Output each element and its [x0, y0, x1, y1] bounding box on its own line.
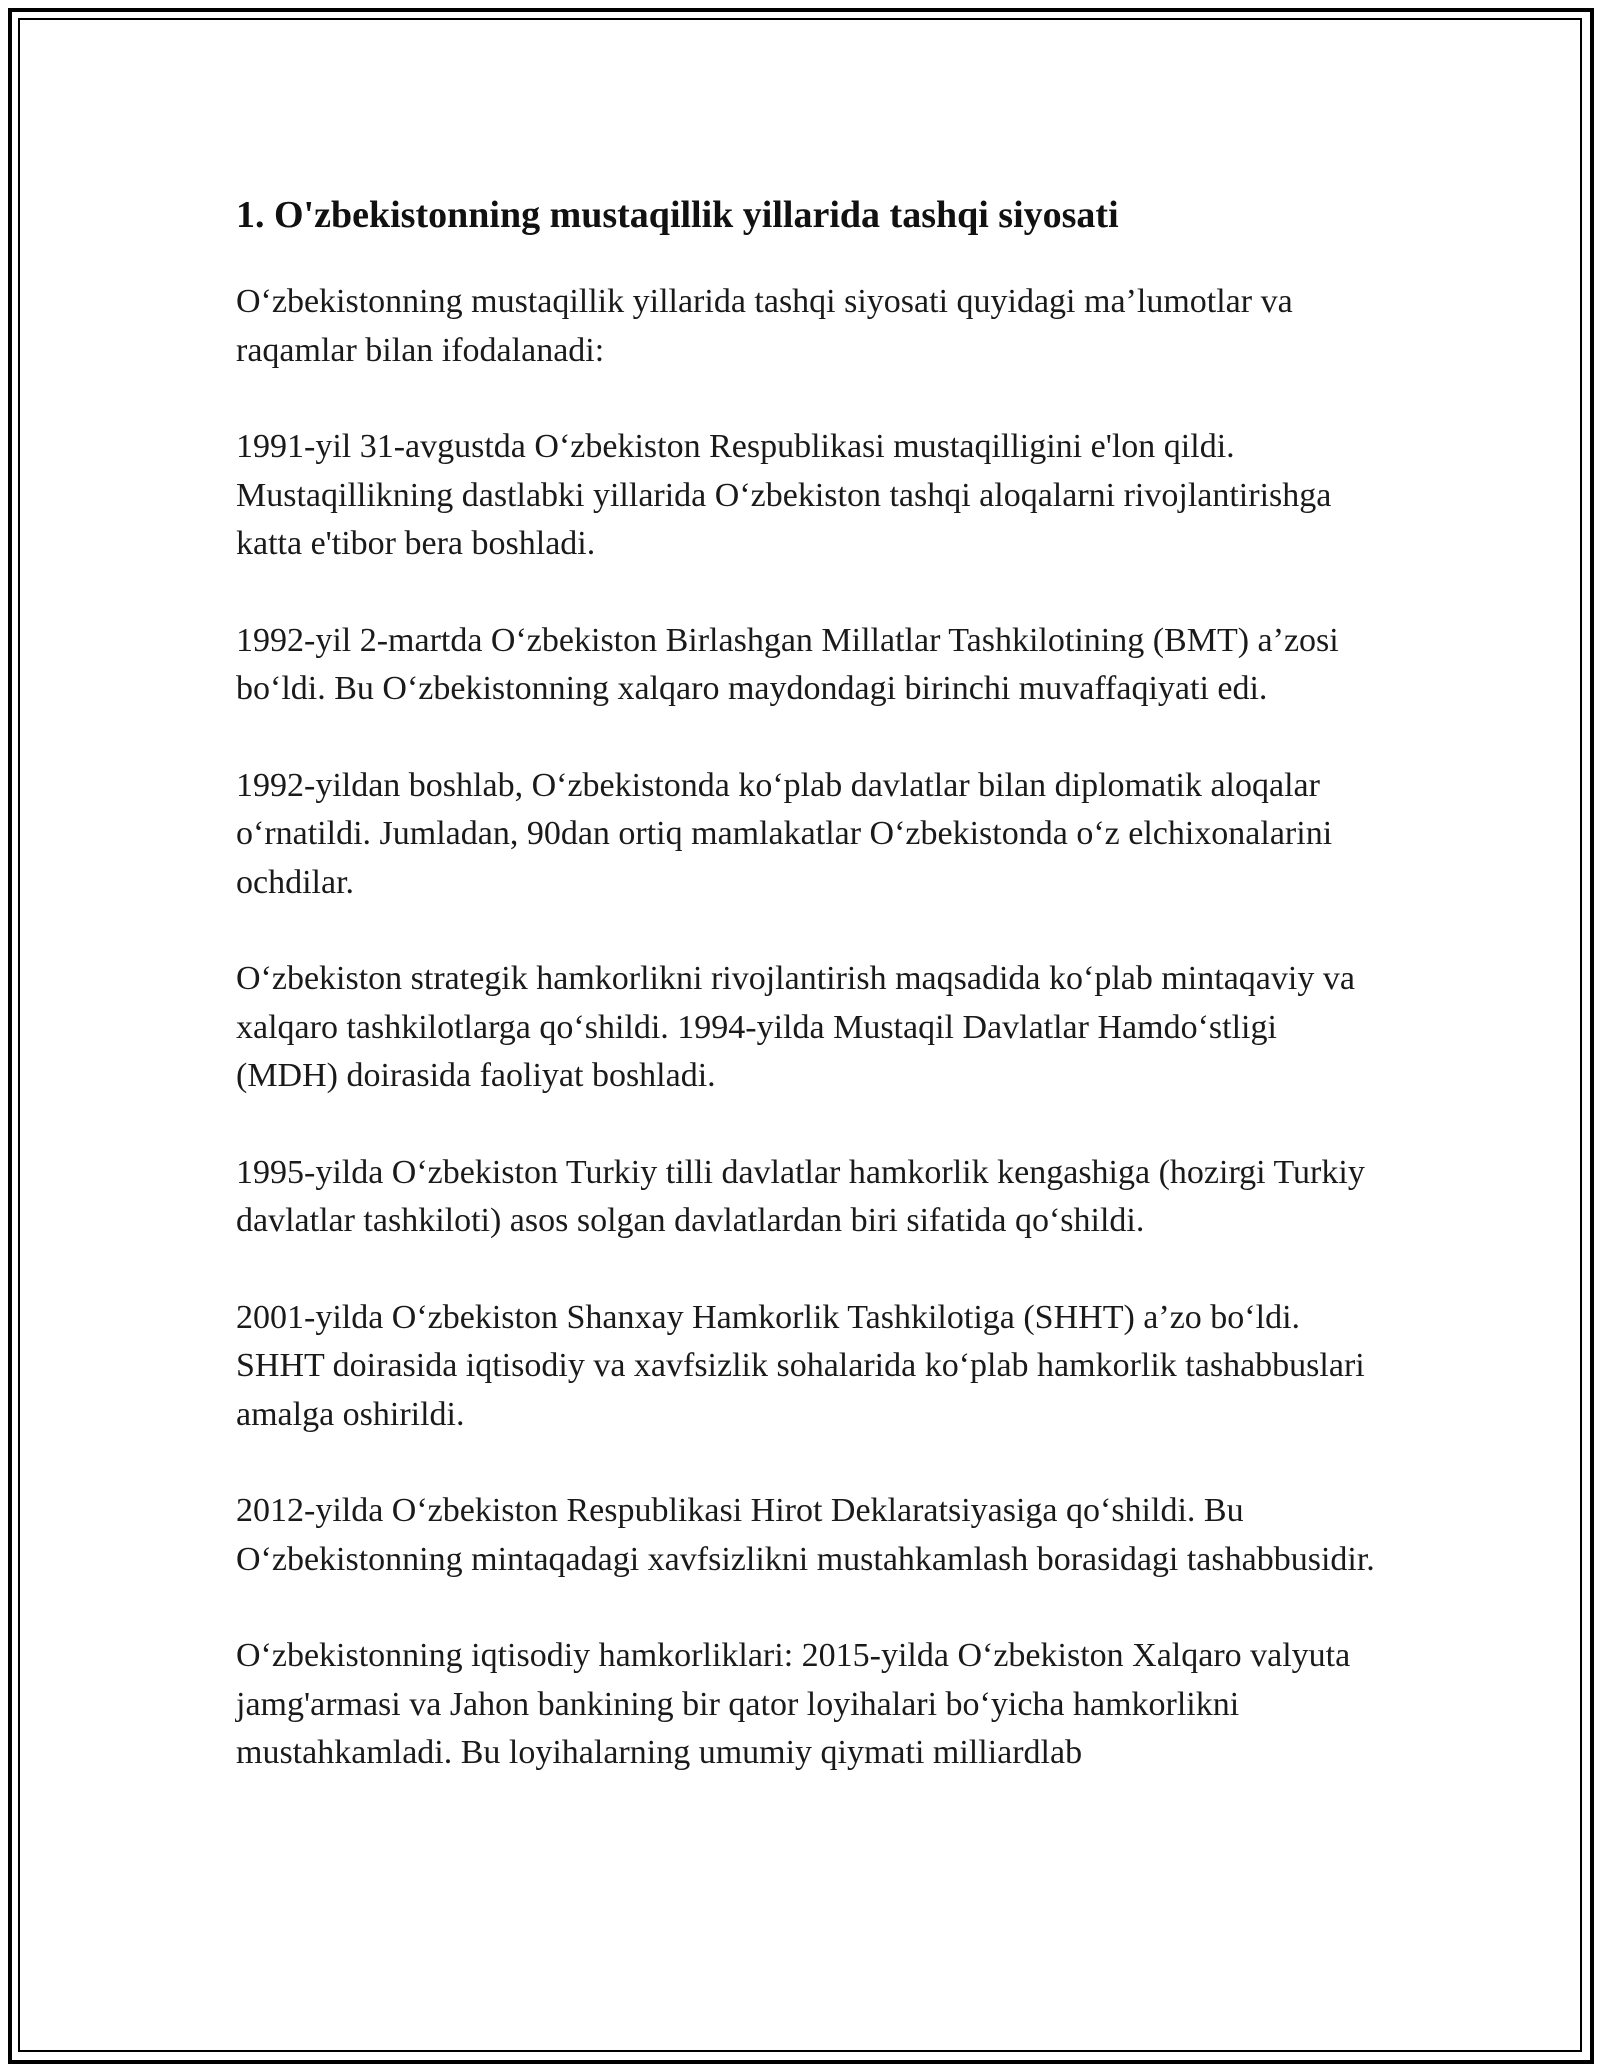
paragraph-1995-turkic-council: 1995-yilda O‘zbekiston Turkiy tilli davlatlar hamkorlik kengashiga (hozirgi Turkiy davlatlar tashkiloti) asos solgan davlatlardan biri sifatida qo‘shildi.	[236, 1153, 1365, 1239]
paragraph-2012-herat-declaration: 2012-yilda O‘zbekiston Respublikasi Hirot Deklaratsiyasiga qo‘shildi. Bu O‘zbekistonning mintaqadagi xavfsizlikni mustahkamlash borasidagi tashabbusidir.	[236, 1492, 1375, 1578]
document-body	[236, 186, 1376, 1826]
paragraph-1992-diplomatic-relations: 1992-yildan boshlab, O‘zbekistonda ko‘plab davlatlar bilan diplomatik aloqalar o‘rnatildi. Jumladan, 90dan ortiq mamlakatlar O‘zbekistonda o‘z elchixonalarini ochdilar.	[236, 766, 1333, 901]
paragraph-intro: O‘zbekistonning mustaqillik yillarida tashqi siyosati quyidagi ma’lumotlar va raqamlar bilan ifodalanadi:	[236, 283, 1293, 369]
paragraph-1992-un-membership: 1992-yil 2-martda O‘zbekiston Birlashgan Millatlar Tashkilotining (BMT) a’zosi bo‘ldi. Bu O‘zbekistonning xalqaro maydondagi birinchi muvaffaqiyati edi.	[236, 621, 1339, 707]
paragraph-2001-sco: 2001-yilda O‘zbekiston Shanxay Hamkorlik Tashkilotiga (SHHT) a’zo bo‘ldi. SHHT doirasida iqtisodiy va xavfsizlik sohalarida ko‘plab hamkorlik tashabbuslari amalga oshirildi.	[236, 1298, 1365, 1433]
paragraph-economic-cooperation: O‘zbekistonning iqtisodiy hamkorliklari: 2015-yilda O‘zbekiston Xalqaro valyuta jamg'armasi va Jahon bankining bir qator loyihalari bo‘yicha hamkorlikni mustahkamladi. Bu loyihalarning umumiy qiymati milliardlab	[236, 1637, 1351, 1771]
paragraph-1994-cis: O‘zbekiston strategik hamkorlikni rivojlantirish maqsadida ko‘plab mintaqaviy va xalqaro tashkilotlarga qo‘shildi. 1994-yilda Mustaqil Davlatlar Hamdo‘stligi (MDH) doirasida faoliyat boshladi.	[236, 960, 1355, 1094]
document-heading: 1. O'zbekistonning mustaqillik yillarida tashqi siyosati	[236, 194, 1119, 236]
paragraph-1991-independence: 1991-yil 31-avgustda O‘zbekiston Respublikasi mustaqilligini e'lon qildi. Mustaqillikning dastlabki yillarida O‘zbekiston tashqi aloqalarni rivojlantirishga katta e'tibor bera boshladi.	[236, 428, 1332, 562]
